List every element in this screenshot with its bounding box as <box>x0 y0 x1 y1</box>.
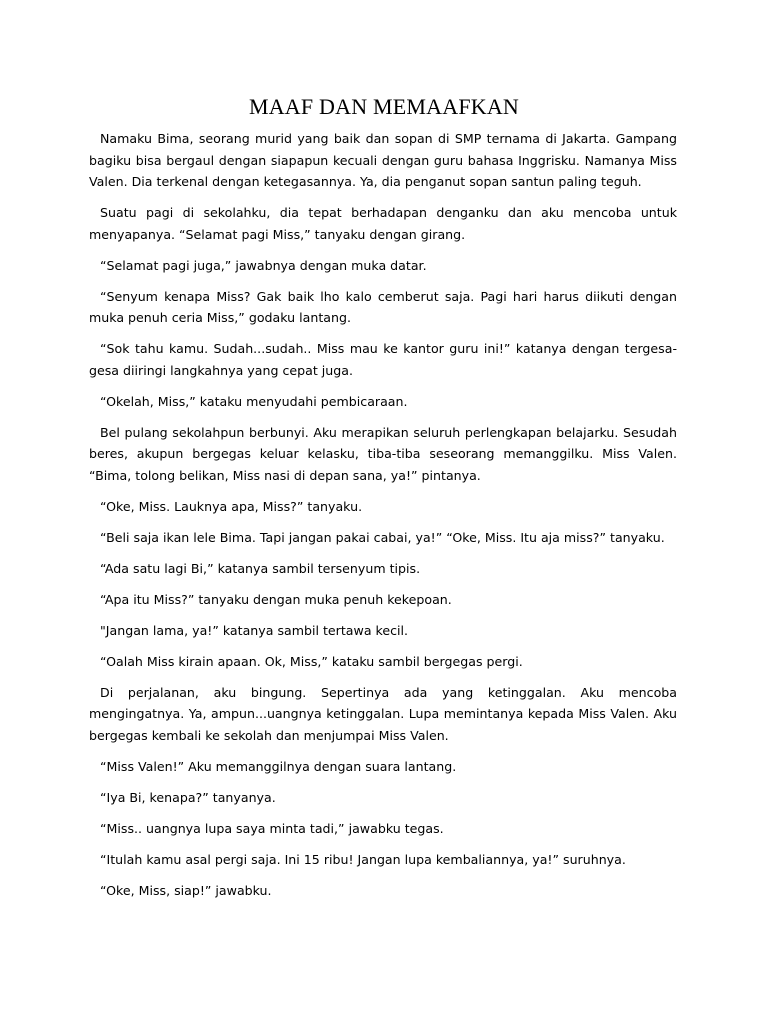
paragraph: “Oke, Miss. Lauknya apa, Miss?” tanyaku. <box>100 498 363 514</box>
document-title: MAAF DAN MEMAAFKAN <box>248 94 520 119</box>
paragraph: “Sok tahu kamu. Sudah...sudah.. Miss mau ke kantor guru ini!” katanya dengan tergesa-gesa diiringi langkahnya yang cepat juga. <box>89 341 677 378</box>
paragraph: Di perjalanan, aku bingung. Sepertinya ada yang ketinggalan. Aku mencoba mengingatnya. Ya, ampun...uangnya ketinggalan. Lupa memintanya kepada Miss Valen. Aku bergegas kembali ke sekolah dan menjumpai Miss Valen. <box>89 684 677 743</box>
paragraph: “Miss.. uangnya lupa saya minta tadi,” jawabku tegas. <box>100 820 444 836</box>
paragraph: “Ada satu lagi Bi,” katanya sambil tersenyum tipis. <box>100 560 421 576</box>
paragraph: “Iya Bi, kenapa?” tanyanya. <box>100 789 276 805</box>
paragraph: “Beli saja ikan lele Bima. Tapi jangan pakai cabai, ya!” “Oke, Miss. Itu aja miss?” tanyaku. <box>100 529 665 545</box>
paragraph: Suatu pagi di sekolahku, dia tepat berhadapan denganku dan aku mencoba untuk menyapanya. “Selamat pagi Miss,” tanyaku dengan girang. <box>89 205 677 242</box>
paragraph: “Senyum kenapa Miss? Gak baik lho kalo cemberut saja. Pagi hari harus diikuti dengan muka penuh ceria Miss,” godaku lantang. <box>89 288 677 325</box>
paragraph: “Okelah, Miss,” kataku menyudahi pembicaraan. <box>100 393 408 409</box>
story-body <box>89 128 677 911</box>
paragraph: Namaku Bima, seorang murid yang baik dan sopan di SMP ternama di Jakarta. Gampang bagiku bisa bergaul dengan siapapun kecuali dengan guru bahasa Inggrisku. Namanya Miss Valen. Dia terkenal dengan ketegasannya. Ya, dia penganut sopan santun paling teguh. <box>89 131 677 189</box>
paragraph: “Selamat pagi juga,” jawabnya dengan muka datar. <box>100 257 427 273</box>
paragraph: “Oalah Miss kirain apaan. Ok, Miss,” kataku sambil bergegas pergi. <box>100 653 523 669</box>
paragraph: “Oke, Miss, siap!” jawabku. <box>100 882 272 898</box>
paragraph: Bel pulang sekolahpun berbunyi. Aku merapikan seluruh perlengkapan belajarku. Sesudah beres, akupun bergegas keluar kelasku, tiba-tiba seseorang memanggilku. Miss Valen. “Bima, tolong belikan, Miss nasi di depan sana, ya!” pintanya. <box>89 424 677 483</box>
paragraph: “Apa itu Miss?” tanyaku dengan muka penuh kekepoan. <box>100 591 452 607</box>
paragraph: “Itulah kamu asal pergi saja. Ini 15 ribu! Jangan lupa kembaliannya, ya!” suruhnya. <box>100 851 626 867</box>
paragraph: "Jangan lama, ya!” katanya sambil tertawa kecil. <box>100 622 409 638</box>
paragraph: “Miss Valen!” Aku memanggilnya dengan suara lantang. <box>100 758 457 774</box>
